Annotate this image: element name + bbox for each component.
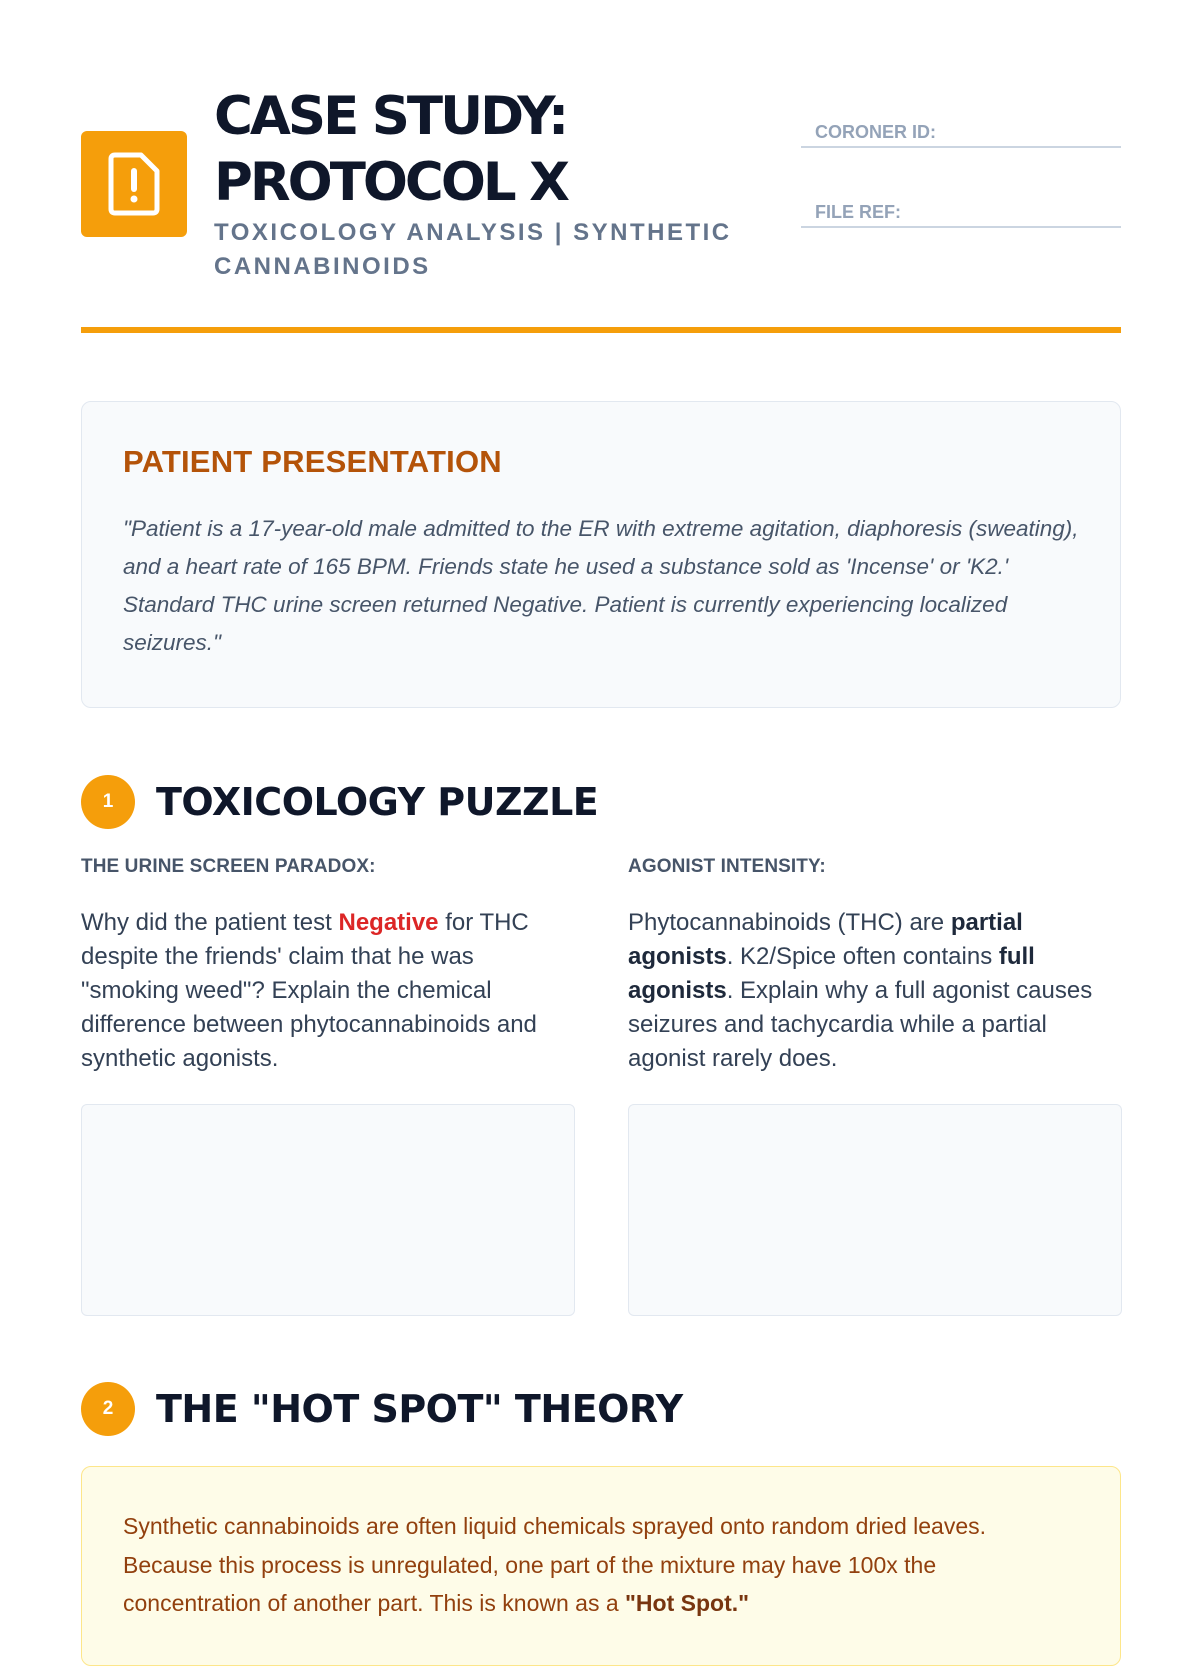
agonist-intensity-question bbox=[628, 856, 1122, 1076]
presentation-quote: "Patient is a 17-year-old male admitted to the ER with extreme agitation, diaphoresis (sweating), and a heart rate of 165 BPM. Friends state he used a substance sold as 'Incense' or 'K2.' Standard THC urine screen returned Negative. Patient is currently experiencing localized seizures." bbox=[123, 516, 1079, 655]
question-text: Why did the patient test Negative for THC despite the friends' claim that he was "smoking weed"? Explain the chemical difference between phytocannabinoids and synthetic agonists. bbox=[81, 909, 537, 1072]
urine-screen-question bbox=[81, 856, 575, 1076]
section-number-badge: 2 bbox=[81, 1382, 135, 1436]
section-title: THE "HOT SPOT" THEORY bbox=[156, 1387, 683, 1431]
section-1-header bbox=[81, 775, 598, 829]
document-alert-icon bbox=[105, 151, 163, 217]
section-title: TOXICOLOGY PUZZLE bbox=[156, 780, 599, 824]
page-subtitle: TOXICOLOGY ANALYSIS | SYNTHETIC CANNABINOIDS bbox=[214, 219, 732, 280]
hot-spot-callout bbox=[81, 1466, 1121, 1666]
section-number-badge: 1 bbox=[81, 775, 135, 829]
worksheet-header bbox=[81, 80, 1121, 334]
coroner-id-label: CORONER ID: bbox=[815, 122, 936, 142]
page-title bbox=[214, 84, 567, 216]
hot-spot-term: "Hot Spot." bbox=[625, 1590, 750, 1616]
question-heading: THE URINE SCREEN PARADOX: bbox=[81, 856, 376, 877]
coroner-id-field[interactable] bbox=[801, 116, 1121, 148]
patient-presentation-card bbox=[81, 401, 1121, 708]
hot-spot-text: Synthetic cannabinoids are often liquid chemicals sprayed onto random dried leaves. Because this process is unregulated, one part of the mixture may have 100x the concentration of another part. This is known as a "Hot Spot." bbox=[123, 1513, 987, 1616]
title-line-1: CASE STUDY: bbox=[214, 86, 567, 147]
question-heading: AGONIST INTENSITY: bbox=[628, 856, 826, 877]
bold-term: partial agonists bbox=[628, 909, 1023, 970]
negative-highlight: Negative bbox=[338, 909, 439, 936]
file-ref-field[interactable] bbox=[801, 196, 1121, 228]
presentation-heading: PATIENT PRESENTATION bbox=[123, 444, 502, 479]
section-2-header bbox=[81, 1382, 683, 1436]
question-text: Phytocannabinoids (THC) are partial agonists. K2/Spice often contains full agonists. Explain why a full agonist causes seizures and tachycardia while a partial agonist rarely does. bbox=[628, 909, 1093, 1072]
file-ref-label: FILE REF: bbox=[815, 202, 901, 222]
title-line-2: PROTOCOL X bbox=[214, 152, 567, 213]
header-divider bbox=[81, 327, 1121, 333]
logo-badge bbox=[81, 131, 187, 237]
answer-box-agonist-intensity[interactable] bbox=[628, 1104, 1122, 1316]
bold-term: full agonists bbox=[628, 943, 1035, 1004]
answer-box-urine-screen[interactable] bbox=[81, 1104, 575, 1316]
